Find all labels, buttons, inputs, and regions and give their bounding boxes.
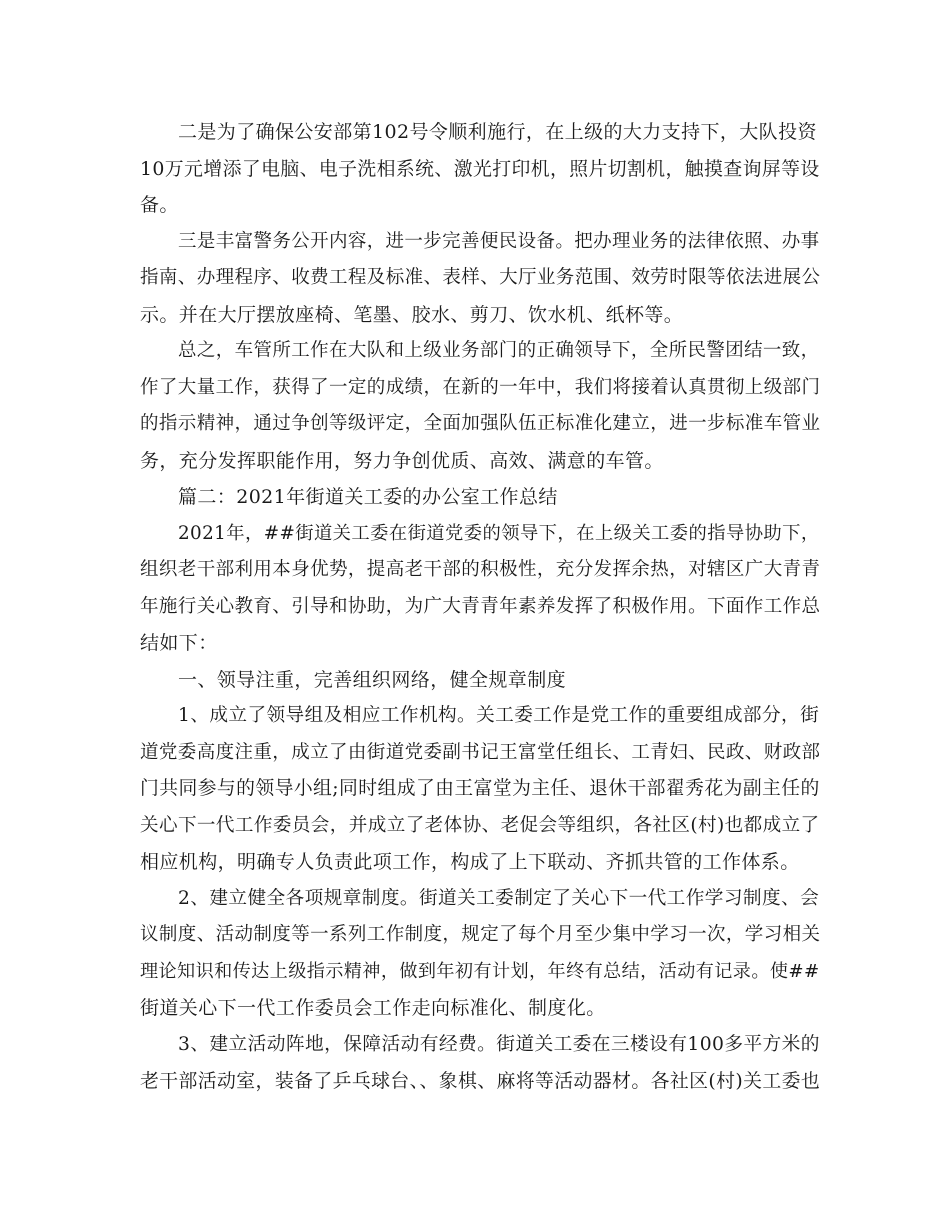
text-line: 相应机构，明确专人负责此项工作，构成了上下联动、齐抓共管的工作体系。	[140, 851, 800, 873]
text-line: 年施行关心教育、引导和协助，为广大青青年素养发挥了积极作用。下面作工作总	[140, 595, 821, 617]
text-line: 篇二：2021年街道关工委的办公室工作总结	[178, 486, 558, 508]
text-line: 的指示精神，通过争创等级评定，全面加强队伍正标准化建立，进一步标准车管业	[140, 413, 821, 434]
text-line: 三是丰富警务公开内容，进一步完善便民设备。把办理业务的法律依照、办事	[178, 230, 820, 252]
text-line: 2、建立健全各项规章制度。街道关工委制定了关心下一代工作学习制度、会	[178, 887, 820, 909]
text-line: 10万元增添了电脑、电子洗相系统、激光打印机，照片切割机，触摸查询屏等设	[140, 157, 820, 180]
text-line: 理论知识和传达上级指示精神，做到年初有计划，年终有总结，活动有记录。使##	[140, 960, 820, 982]
text-line: 组织老干部利用本身优势，提高老干部的积极性，充分发挥余热，对辖区广大青青	[140, 559, 821, 580]
text-line: 1、成立了领导组及相应工作机构。关工委工作是党工作的重要组成部分，街	[178, 705, 820, 726]
text-line: 3、建立活动阵地，保障活动有经费。街道关工委在三楼设有100多平方米的	[178, 1033, 820, 1055]
text-line: 议制度、活动制度等一系列工作制度，规定了每个月至少集中学习一次，学习相关	[140, 924, 821, 945]
text-line: 务，充分发挥职能作用，努力争创优质、高效、满意的车管。	[140, 449, 664, 472]
text-line: 总之，车管所工作在大队和上级业务部门的正确领导下，全所民警团结一致，	[178, 340, 820, 361]
text-line: 一、领导注重，完善组织网络，健全规章制度	[178, 668, 567, 691]
text-line: 作了大量工作，获得了一定的成绩，在新的一年中，我们将接着认真贯彻上级部门	[140, 376, 821, 398]
text-line: 街道关心下一代工作委员会工作走向标准化、制度化。	[140, 997, 606, 1019]
text-line: 示。并在大厅摆放座椅、笔墨、胶水、剪刀、饮水机、纸杯等。	[140, 303, 684, 326]
text-line: 备。	[140, 194, 179, 216]
document-body	[140, 114, 821, 1100]
text-line: 门共同参与的领导小组;同时组成了由王富堂为主任、退休干部翟秀花为副主任的	[140, 778, 820, 799]
text-line: 结如下：	[140, 632, 218, 654]
text-line: 二是为了确保公安部第102号令顺利施行，在上级的大力支持下，大队投资	[178, 121, 817, 143]
text-line: 道党委高度注重，成立了由街道党委副书记王富堂任组长、工青妇、民政、财政部	[140, 741, 821, 763]
text-line: 2021年，##街道关工委在街道党委的领导下，在上级关工委的指导协助下，	[178, 522, 820, 544]
text-line: 关心下一代工作委员会，并成立了老体协、老促会等组织，各社区(村)也都成立了	[140, 814, 820, 836]
text-line: 指南、办理程序、收费工程及标准、表样、大厅业务范围、效劳时限等依法进展公	[140, 267, 821, 288]
text-line: 老干部活动室，装备了乒乓球台、、象棋、麻将等活动器材。各社区(村)关工委也	[140, 1070, 821, 1092]
